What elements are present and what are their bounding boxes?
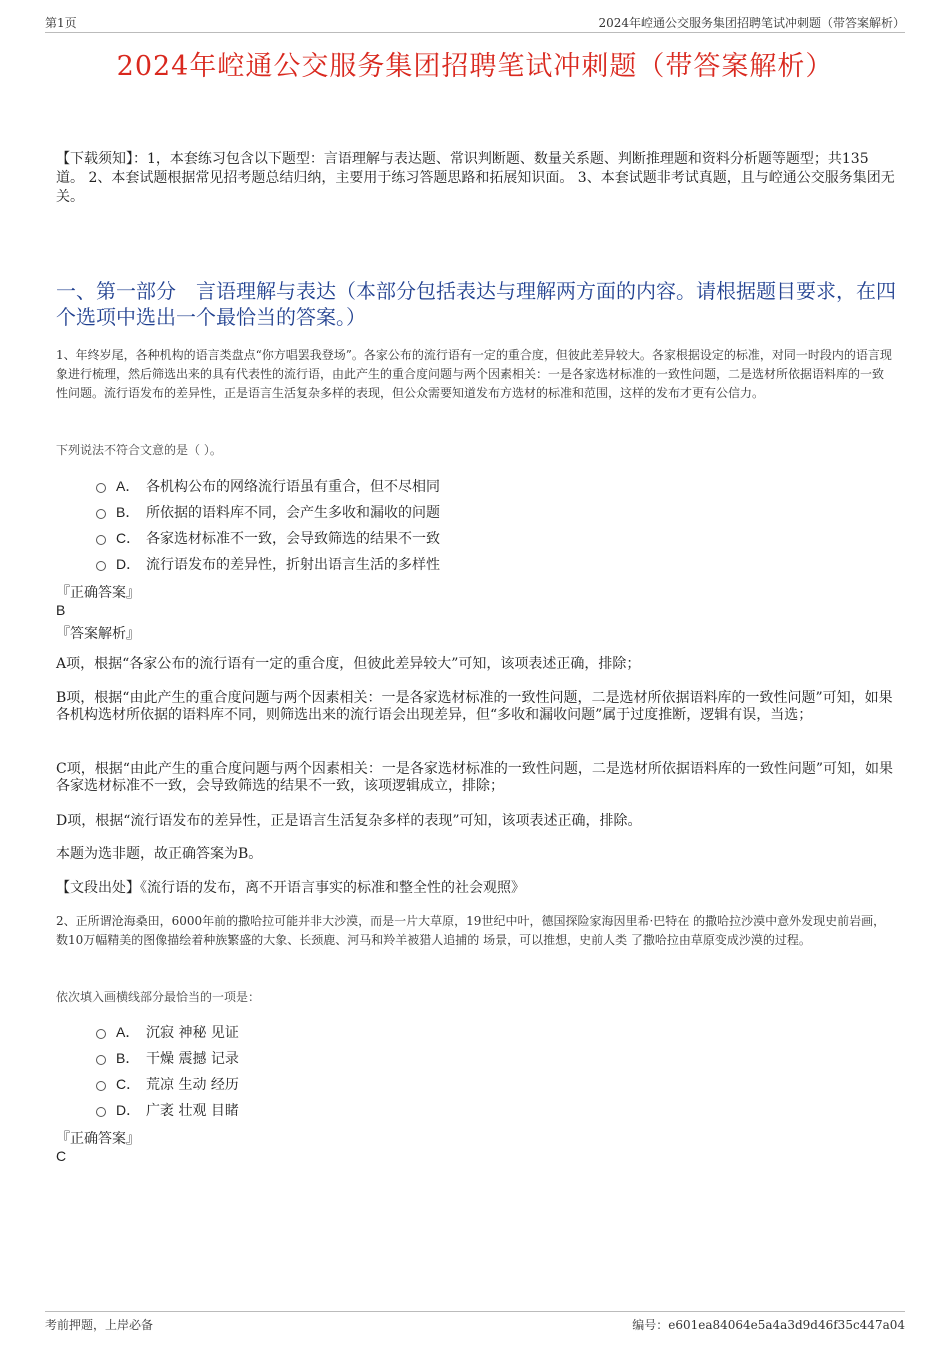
q1-analysis-d: D项，根据“流行语发布的差异性，正是语言生活复杂多样的表现”可知，该项表述正确，排除。	[56, 813, 642, 829]
option-letter: C．	[116, 1076, 141, 1092]
footer-slogan: 考前押题，上岸必备	[45, 1318, 154, 1332]
q2-option-b[interactable]	[96, 1045, 239, 1071]
page-number: 第1页	[45, 16, 77, 30]
option-text: 流行语发布的差异性，折射出语言生活的多样性	[146, 557, 440, 573]
q1-source: 【文段出处】《流行语的发布，离不开语言事实的标准和整全性的社会观照》	[56, 880, 525, 896]
option-text: 各家选材标准不一致，会导致筛选的结果不一致	[146, 531, 440, 547]
option-text: 沉寂 神秘 见证	[146, 1025, 239, 1041]
option-text: 干燥 震撼 记录	[146, 1051, 239, 1067]
option-text: 广袤 壮观 目睹	[146, 1103, 239, 1119]
q2-option-c[interactable]	[96, 1071, 239, 1097]
option-letter: D．	[116, 1102, 141, 1118]
q1-answer-label: 『正确答案』	[56, 585, 140, 601]
q2-option-d[interactable]	[96, 1097, 239, 1123]
q1-conclusion: 本题为选非题，故正确答案为B。	[56, 846, 263, 862]
page-header	[45, 14, 905, 33]
q2-answer-label: 『正确答案』	[56, 1131, 140, 1147]
section-heading: 一、第一部分 言语理解与表达（本部分包括表达与理解两方面的内容。请根据题目要求，在四个选项中选出一个最恰当的答案。）	[56, 279, 896, 329]
option-letter: A．	[116, 478, 140, 494]
page-footer	[45, 1311, 905, 1332]
q1-analysis-a: A项，根据“各家公布的流行语有一定的重合度，但彼此差异较大”可知，该项表述正确，排除；	[56, 656, 641, 672]
q1-answer: B	[56, 602, 66, 618]
q2-option-a[interactable]	[96, 1019, 239, 1045]
option-text: 所依据的语料库不同，会产生多收和漏收的问题	[146, 505, 440, 521]
header-doc-title: 2024年崆通公交服务集团招聘笔试冲刺题（带答案解析）	[598, 16, 905, 30]
q1-analysis-label: 『答案解析』	[56, 626, 140, 642]
q2-options	[96, 1019, 239, 1123]
page-title: 2024年崆通公交服务集团招聘笔试冲刺题（带答案解析）	[116, 51, 834, 82]
option-letter: A．	[116, 1024, 140, 1040]
option-letter: C．	[116, 530, 141, 546]
q1-option-c[interactable]	[96, 525, 440, 551]
q1-passage: 1、年终岁尾，各种机构的语言类盘点“你方唱罢我登场”。各家公布的流行语有一定的重合度，但彼此差异较大。各家根据设定的标准，对同一时段内的语言现象进行梳理，然后筛选出来的具有代表性的流行语，由此产生的重合度问题与两个因素相关：一是各家选材标准的一致性问题，二是选材所依据语料库的一致性问题。流行语发布的差异性，正是语言生活复杂多样的表现，但公众需要知道发布方选材的标准和范围，这样的发布才更有公信力。	[56, 348, 892, 400]
option-text: 荒凉 生动 经历	[146, 1077, 239, 1093]
radio-icon[interactable]	[96, 1107, 106, 1117]
option-letter: B．	[116, 1050, 140, 1066]
q1-prompt: 下列说法不符合文意的是（ ）。	[56, 443, 222, 457]
option-letter: D．	[116, 556, 141, 572]
q1-analysis-c: C项，根据“由此产生的重合度问题与两个因素相关：一是各家选材标准的一致性问题，二是选材所依据语料库的一致性问题”可知，如果各家选材标准不一致，会导致筛选的结果不一致，该项逻辑成立，排除；	[56, 761, 894, 794]
option-letter: B．	[116, 504, 140, 520]
download-notice: 【下载须知】：1，本套练习包含以下题型：言语理解与表达题、常识判断题、数量关系题、判断推理题和资料分析题等题型；共135道。 2、本套试题根据常见招考题总结归纳，主要用于练习答题思路和拓展知识面。 3、本套试题非考试真题，且与崆通公交服务集团无关。	[56, 151, 895, 205]
q1-option-d[interactable]	[96, 551, 440, 577]
radio-icon[interactable]	[96, 535, 106, 545]
q2-passage: 2、正所谓沧海桑田，6000年前的撒哈拉可能并非大沙漠，而是一片大草原，19世纪中叶，德国探险家海因里希·巴特在 的撒哈拉沙漠中意外发现史前岩画，数10万幅精美的图像描绘着种族繁盛的大象、长颈鹿、河马和羚羊被猎人追捕的 场景，可以推想，史前人类 了撒哈拉由草原变成沙漠的过程。	[56, 914, 886, 947]
radio-icon[interactable]	[96, 561, 106, 571]
radio-icon[interactable]	[96, 1055, 106, 1065]
footer-doc-id: 编号：e601ea84064e5a4a3d9d46f35c447a04	[632, 1318, 905, 1332]
q1-option-b[interactable]	[96, 499, 440, 525]
radio-icon[interactable]	[96, 483, 106, 493]
radio-icon[interactable]	[96, 1081, 106, 1091]
q2-prompt: 依次填入画横线部分最恰当的一项是：	[56, 990, 261, 1004]
radio-icon[interactable]	[96, 1029, 106, 1039]
radio-icon[interactable]	[96, 509, 106, 519]
q2-answer: C	[56, 1148, 67, 1164]
q1-options	[96, 473, 440, 577]
option-text: 各机构公布的网络流行语虽有重合，但不尽相同	[146, 479, 440, 495]
q1-analysis-b: B项，根据“由此产生的重合度问题与两个因素相关：一是各家选材标准的一致性问题，二是选材所依据语料库的一致性问题”可知，如果各机构选材所依据的语料库不同，则筛选出来的流行语会出现差异，但“多收和漏收问题”属于过度推断，逻辑有误，当选；	[56, 690, 893, 723]
q1-option-a[interactable]	[96, 473, 440, 499]
